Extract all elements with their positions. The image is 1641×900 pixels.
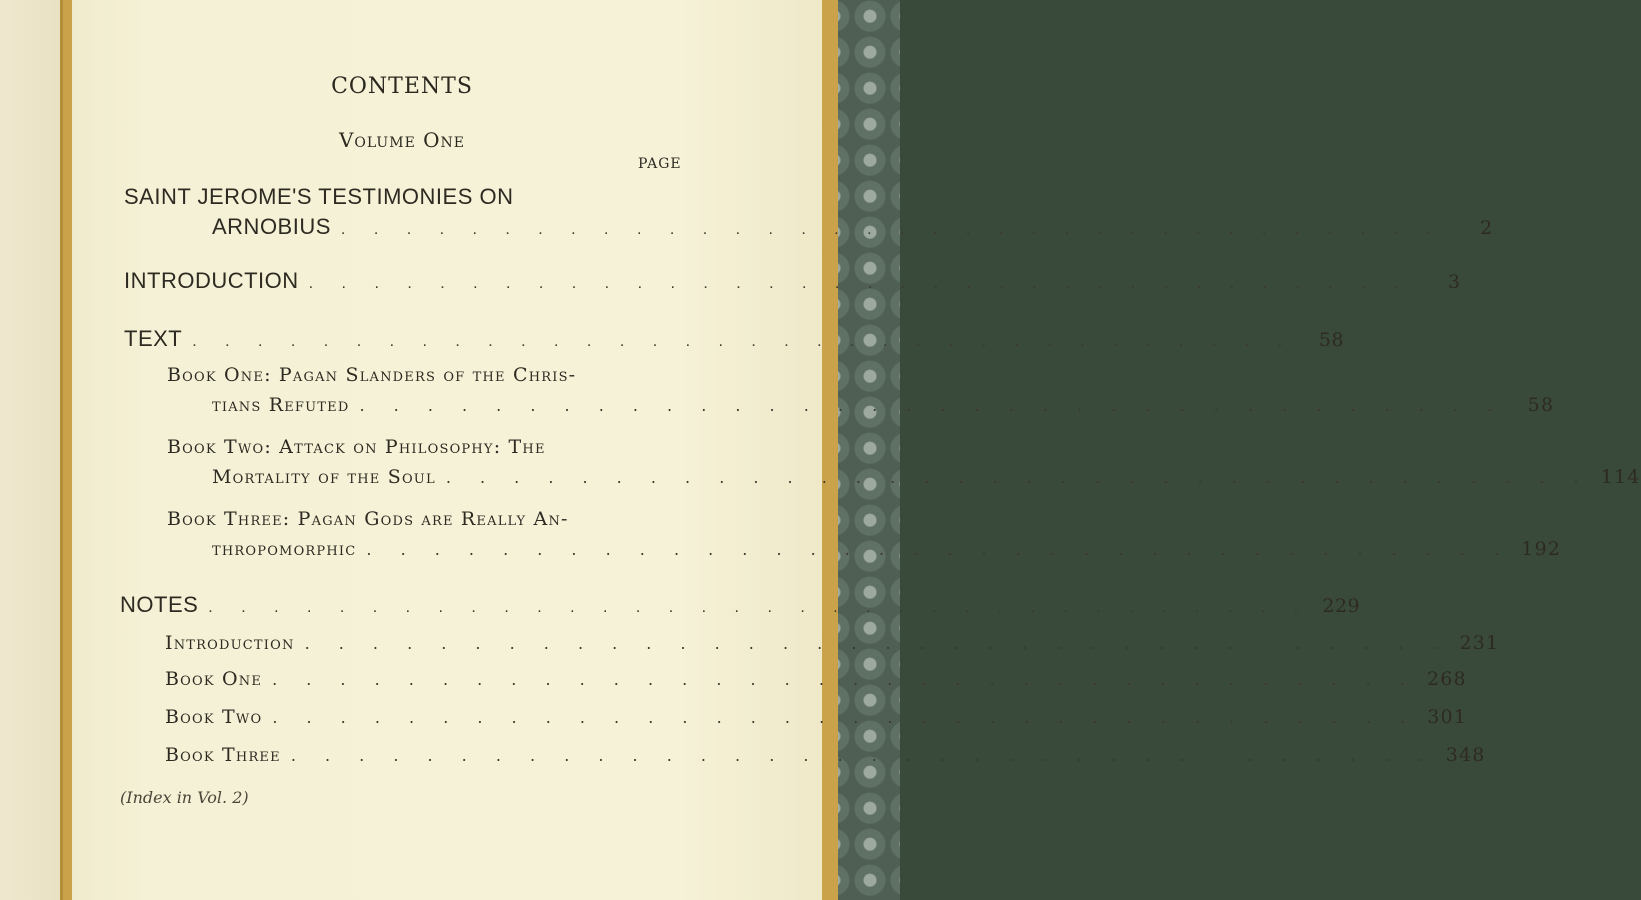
page-number: 231: [1459, 632, 1500, 654]
page-number: 229: [1322, 595, 1361, 617]
page-column-label: PAGE: [638, 156, 682, 172]
toc-entry-label: NOTES: [120, 592, 199, 617]
toc-entry-label-continued: Mortality of the Soul: [212, 466, 436, 488]
toc-entry-label: Introduction: [165, 632, 295, 654]
toc-entry-label: INTRODUCTION: [124, 268, 299, 293]
page-number: 114: [1600, 466, 1641, 488]
toc-entry-introduction: [124, 268, 1461, 298]
toc-entry-label: Book Two: [165, 706, 263, 728]
dot-leader: . . . . . . . . . . . . . . . . . . . . . . . . . . . . . . . . . .: [366, 540, 1512, 559]
volume-heading: Volume One: [338, 128, 466, 152]
toc-entry-label: Book One: Pagan Slanders of the Chris-: [167, 364, 577, 386]
page-number: 301: [1427, 706, 1468, 728]
toc-entry-notes-book-three: [165, 744, 1486, 774]
toc-entry-text: [124, 326, 1345, 356]
toc-entry-book-two: [167, 436, 1641, 496]
toc-entry-notes-introduction: [165, 632, 1500, 662]
dot-leader: . . . . . . . . . . . . . . . . . . . . . . . . . . . . . . . . . .: [290, 746, 1436, 765]
toc-entry-jerome: [124, 184, 1493, 244]
index-note: (Index in Vol. 2): [120, 788, 249, 807]
toc-entry-label: Book One: [165, 668, 263, 690]
toc-entry-book-one: [167, 364, 1555, 424]
dot-leader: . . . . . . . . . . . . . . . . . . . . . . . . . . . . . . . . . .: [272, 670, 1417, 689]
toc-entry-book-three: [167, 508, 1562, 568]
page-number: 192: [1521, 538, 1562, 560]
toc-entry-label-continued: ARNOBIUS: [212, 214, 331, 239]
dot-leader: . . . . . . . . . . . . . . . . . . . . . . . . . . . . . . . . . .: [340, 221, 1443, 238]
page-title: CONTENTS: [331, 74, 473, 99]
page-number: 268: [1426, 668, 1467, 690]
toc-entry-notes: [120, 592, 1361, 622]
toc-entry-notes-book-one: [165, 668, 1467, 698]
page-number: 58: [1318, 329, 1345, 351]
toc-entry-notes-book-two: [165, 706, 1468, 736]
toc-entry-label-continued: thropomorphic: [212, 538, 357, 560]
dot-leader: . . . . . . . . . . . . . . . . . . . . . . . . . . . . . . . . . .: [304, 634, 1450, 653]
dot-leader: . . . . . . . . . . . . . . . . . . . . . . . . . . . . . . . . . .: [359, 396, 1505, 415]
contents-page: [72, 0, 1641, 900]
toc-entry-label: Book Three: [165, 744, 281, 766]
page-number: 58: [1527, 394, 1555, 416]
toc-entry-label-continued: tians Refuted: [212, 394, 350, 416]
toc-entry-label: TEXT: [124, 326, 183, 351]
toc-entry-label: Book Two: Attack on Philosophy: The: [167, 436, 546, 458]
dot-leader: . . . . . . . . . . . . . . . . . . . . . . . . . . . . . . . . . .: [208, 599, 1311, 616]
dot-leader: . . . . . . . . . . . . . . . . . . . . . . . . . . . . . . . . . .: [308, 275, 1411, 292]
dot-leader: . . . . . . . . . . . . . . . . . . . . . . . . . . . . . . . . . .: [192, 333, 1295, 350]
page-number: 3: [1447, 271, 1461, 293]
toc-entry-label: Book Three: Pagan Gods are Really An-: [167, 508, 569, 530]
page-number: 2: [1480, 217, 1493, 239]
page-number: 348: [1445, 744, 1486, 766]
dot-leader: . . . . . . . . . . . . . . . . . . . . . . . . . . . . . . . . . .: [445, 468, 1591, 487]
dot-leader: . . . . . . . . . . . . . . . . . . . . . . . . . . . . . . . . . .: [272, 708, 1418, 727]
toc-entry-label: SAINT JEROME'S TESTIMONIES ON: [124, 184, 514, 209]
